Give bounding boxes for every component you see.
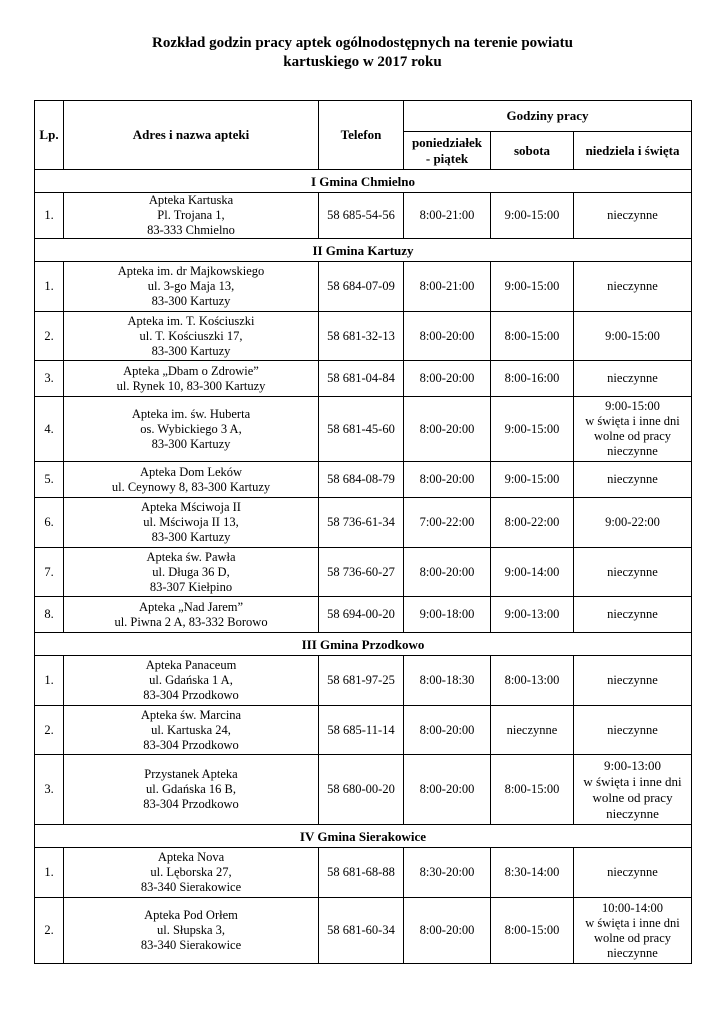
cell-lp: 1.: [35, 193, 64, 239]
table-row: [35, 193, 692, 239]
table-row: [35, 898, 692, 964]
sunday-hours-line: wolne od pracy: [593, 429, 672, 443]
pharmacy-schedule-table: [34, 100, 692, 964]
cell-address: [64, 597, 319, 633]
cell-address: [64, 397, 319, 462]
cell-address: [64, 462, 319, 498]
address-line: Apteka Nova: [157, 850, 225, 864]
cell-weekday-hours: 8:00-21:00: [404, 262, 491, 312]
cell-weekday-hours: 8:00-20:00: [404, 397, 491, 462]
cell-weekday-hours: 9:00-18:00: [404, 597, 491, 633]
sunday-hours-line: nieczynne: [607, 673, 658, 687]
header-phone: Telefon: [319, 101, 404, 170]
sunday-hours-line: nieczynne: [607, 279, 658, 293]
address-line: 83-340 Sierakowice: [140, 938, 242, 952]
cell-saturday-hours: 8:30-14:00: [491, 848, 574, 898]
schedule-body: [35, 170, 692, 964]
address-line: 83-307 Kiełpino: [149, 579, 233, 594]
cell-weekday-hours: 8:00-20:00: [404, 312, 491, 361]
cell-address: [64, 755, 319, 825]
address-line: ul. Kartuska 24,: [151, 722, 231, 737]
cell-sunday-hours: [574, 312, 692, 361]
header-hours: Godziny pracy: [404, 101, 692, 132]
address-line: 83-304 Przodkowo: [143, 737, 239, 752]
table-row: [35, 706, 692, 755]
cell-sunday-hours: [574, 597, 692, 633]
table-row: [35, 361, 692, 397]
table-row: [35, 755, 692, 825]
cell-saturday-hours: 8:00-15:00: [491, 312, 574, 361]
address-line: Apteka „Dbam o Zdrowie”: [123, 363, 259, 378]
cell-saturday-hours: nieczynne: [491, 706, 574, 755]
cell-phone: 58 681-45-60: [319, 397, 404, 462]
sunday-hours-line: nieczynne: [607, 722, 658, 737]
cell-lp: 1.: [35, 656, 64, 706]
cell-phone: 58 694-00-20: [319, 597, 404, 633]
address-line: 83-304 Przodkowo: [143, 797, 239, 811]
document-title: [0, 34, 725, 72]
address-line: Apteka św. Pawła: [146, 549, 236, 564]
sunday-hours-line: nieczynne: [607, 607, 658, 621]
cell-phone: 58 736-61-34: [319, 498, 404, 548]
address-line: ul. Gdańska 1 A,: [149, 673, 233, 687]
table-row: [35, 848, 692, 898]
cell-phone: 58 681-04-84: [319, 361, 404, 397]
sunday-hours-line: w święta i inne dni: [585, 414, 680, 428]
cell-saturday-hours: 8:00-15:00: [491, 898, 574, 964]
table-row: [35, 462, 692, 498]
cell-saturday-hours: 8:00-15:00: [491, 755, 574, 825]
cell-lp: 2.: [35, 706, 64, 755]
header-weekday: [404, 132, 491, 170]
address-line: ul. Ceynowy 8, 83-300 Kartuzy: [111, 479, 271, 494]
sunday-hours-line: wolne od pracy: [592, 789, 673, 805]
cell-phone: 58 736-60-27: [319, 548, 404, 597]
cell-address: [64, 498, 319, 548]
table-row: [35, 397, 692, 462]
header-saturday: sobota: [491, 132, 574, 170]
header-weekday-line-1: poniedziałek: [411, 134, 483, 150]
address-line: 83-300 Kartuzy: [151, 294, 231, 308]
sunday-hours-line: 9:00-22:00: [605, 515, 660, 529]
cell-weekday-hours: 8:00-20:00: [404, 898, 491, 964]
cell-weekday-hours: 8:00-20:00: [404, 706, 491, 755]
section-heading: II Gmina Kartuzy: [35, 239, 692, 262]
table-row: [35, 656, 692, 706]
cell-weekday-hours: 8:30-20:00: [404, 848, 491, 898]
sunday-hours-line: 9:00-15:00: [605, 399, 660, 413]
header-weekday-line-2: - piątek: [425, 150, 469, 166]
cell-saturday-hours: 9:00-15:00: [491, 462, 574, 498]
cell-phone: 58 681-32-13: [319, 312, 404, 361]
address-line: Apteka im. T. Kościuszki: [127, 313, 255, 328]
section-heading: IV Gmina Sierakowice: [35, 825, 692, 848]
cell-address: [64, 898, 319, 964]
cell-saturday-hours: 9:00-15:00: [491, 397, 574, 462]
sunday-hours-line: nieczynne: [607, 472, 658, 486]
address-line: Apteka Pod Orłem: [144, 908, 238, 922]
address-line: Apteka Dom Leków: [139, 464, 243, 479]
section-row: [35, 633, 692, 656]
address-line: ul. Rynek 10, 83-300 Kartuzy: [116, 378, 266, 393]
cell-lp: 7.: [35, 548, 64, 597]
cell-sunday-hours: [574, 361, 692, 397]
cell-phone: 58 684-08-79: [319, 462, 404, 498]
cell-phone: 58 685-54-56: [319, 193, 404, 239]
cell-phone: 58 681-97-25: [319, 656, 404, 706]
cell-address: [64, 706, 319, 755]
address-line: 83-300 Kartuzy: [151, 530, 231, 544]
cell-lp: 8.: [35, 597, 64, 633]
cell-weekday-hours: 8:00-20:00: [404, 755, 491, 825]
cell-sunday-hours: [574, 462, 692, 498]
cell-weekday-hours: 8:00-21:00: [404, 193, 491, 239]
address-line: 83-333 Chmielno: [147, 223, 235, 237]
sunday-hours-line: nieczynne: [607, 371, 658, 385]
cell-sunday-hours: [574, 193, 692, 239]
header-sunday: niedziela i święta: [574, 132, 692, 170]
cell-address: [64, 312, 319, 361]
section-row: [35, 239, 692, 262]
sunday-hours-line: nieczynne: [607, 444, 658, 458]
header-address: Adres i nazwa apteki: [64, 101, 319, 170]
table-row: [35, 312, 692, 361]
sunday-hours-line: 10:00-14:00: [601, 900, 664, 915]
address-line: ul. Długa 36 D,: [152, 564, 230, 579]
section-row: [35, 170, 692, 193]
address-line: Apteka św. Marcina: [140, 707, 242, 722]
address-line: Apteka im. dr Majkowskiego: [117, 264, 265, 278]
cell-weekday-hours: 8:00-18:30: [404, 656, 491, 706]
cell-sunday-hours: [574, 498, 692, 548]
address-line: Przystanek Apteka: [144, 767, 238, 781]
cell-lp: 1.: [35, 262, 64, 312]
cell-weekday-hours: 7:00-22:00: [404, 498, 491, 548]
table-row: [35, 498, 692, 548]
cell-lp: 2.: [35, 898, 64, 964]
address-line: ul. T. Kościuszki 17,: [139, 328, 243, 343]
cell-address: [64, 656, 319, 706]
cell-address: [64, 361, 319, 397]
sunday-hours-line: nieczynne: [607, 208, 658, 222]
cell-lp: 1.: [35, 848, 64, 898]
cell-lp: 4.: [35, 397, 64, 462]
cell-sunday-hours: [574, 656, 692, 706]
address-line: os. Wybickiego 3 A,: [140, 421, 242, 436]
cell-phone: 58 680-00-20: [319, 755, 404, 825]
sunday-hours-line: 9:00-13:00: [603, 757, 662, 773]
sunday-hours-line: nieczynne: [606, 805, 659, 821]
title-line-1: Rozkład godzin pracy aptek ogólnodostępnych na terenie powiatu: [151, 35, 573, 51]
address-line: Apteka Panaceum: [145, 658, 237, 672]
address-line: Apteka Kartuska: [148, 193, 234, 207]
address-line: Apteka im. św. Huberta: [131, 406, 251, 421]
cell-phone: 58 685-11-14: [319, 706, 404, 755]
cell-weekday-hours: 8:00-20:00: [404, 548, 491, 597]
table-row: [35, 262, 692, 312]
section-heading: III Gmina Przodkowo: [35, 633, 692, 656]
cell-sunday-hours: [574, 548, 692, 597]
cell-weekday-hours: 8:00-20:00: [404, 361, 491, 397]
sunday-hours-line: nieczynne: [607, 865, 658, 879]
header-lp: Lp.: [35, 101, 64, 170]
section-row: [35, 825, 692, 848]
cell-phone: 58 681-60-34: [319, 898, 404, 964]
cell-sunday-hours: [574, 262, 692, 312]
address-line: 83-300 Kartuzy: [151, 343, 231, 358]
address-line: 83-340 Sierakowice: [140, 880, 242, 894]
cell-address: [64, 193, 319, 239]
cell-saturday-hours: 8:00-13:00: [491, 656, 574, 706]
cell-phone: 58 681-68-88: [319, 848, 404, 898]
sunday-hours-line: nieczynne: [607, 945, 658, 960]
table-row: [35, 597, 692, 633]
address-line: ul. Piwna 2 A, 83-332 Borowo: [114, 614, 268, 629]
sunday-hours-line: w święta i inne dni: [583, 773, 682, 789]
cell-sunday-hours: [574, 397, 692, 462]
cell-lp: 3.: [35, 755, 64, 825]
cell-sunday-hours: [574, 755, 692, 825]
cell-weekday-hours: 8:00-20:00: [404, 462, 491, 498]
cell-phone: 58 684-07-09: [319, 262, 404, 312]
cell-saturday-hours: 9:00-13:00: [491, 597, 574, 633]
address-line: ul. 3-go Maja 13,: [147, 279, 235, 293]
address-line: ul. Mściwoja II 13,: [143, 515, 239, 529]
sunday-hours-line: w święta i inne dni: [585, 915, 680, 930]
sunday-hours-line: nieczynne: [607, 564, 658, 579]
address-line: ul. Lęborska 27,: [150, 865, 232, 879]
sunday-hours-line: 9:00-15:00: [605, 328, 660, 343]
cell-lp: 2.: [35, 312, 64, 361]
cell-sunday-hours: [574, 848, 692, 898]
title-line-2: kartuskiego w 2017 roku: [283, 54, 442, 70]
cell-saturday-hours: 8:00-22:00: [491, 498, 574, 548]
cell-saturday-hours: 9:00-14:00: [491, 548, 574, 597]
cell-saturday-hours: 9:00-15:00: [491, 193, 574, 239]
cell-address: [64, 848, 319, 898]
address-line: 83-300 Kartuzy: [151, 436, 231, 451]
address-line: 83-304 Przodkowo: [143, 688, 239, 702]
address-line: ul. Gdańska 16 B,: [146, 782, 236, 796]
cell-sunday-hours: [574, 898, 692, 964]
address-line: Pl. Trojana 1,: [157, 208, 225, 222]
address-line: Apteka Mściwoja II: [141, 500, 241, 514]
cell-address: [64, 548, 319, 597]
table-row: [35, 548, 692, 597]
address-line: Apteka „Nad Jarem”: [138, 599, 244, 614]
address-line: ul. Słupska 3,: [156, 923, 226, 937]
cell-saturday-hours: 8:00-16:00: [491, 361, 574, 397]
section-heading: I Gmina Chmielno: [35, 170, 692, 193]
sunday-hours-line: wolne od pracy: [593, 930, 672, 945]
cell-lp: 5.: [35, 462, 64, 498]
cell-lp: 6.: [35, 498, 64, 548]
cell-saturday-hours: 9:00-15:00: [491, 262, 574, 312]
cell-address: [64, 262, 319, 312]
cell-lp: 3.: [35, 361, 64, 397]
cell-sunday-hours: [574, 706, 692, 755]
